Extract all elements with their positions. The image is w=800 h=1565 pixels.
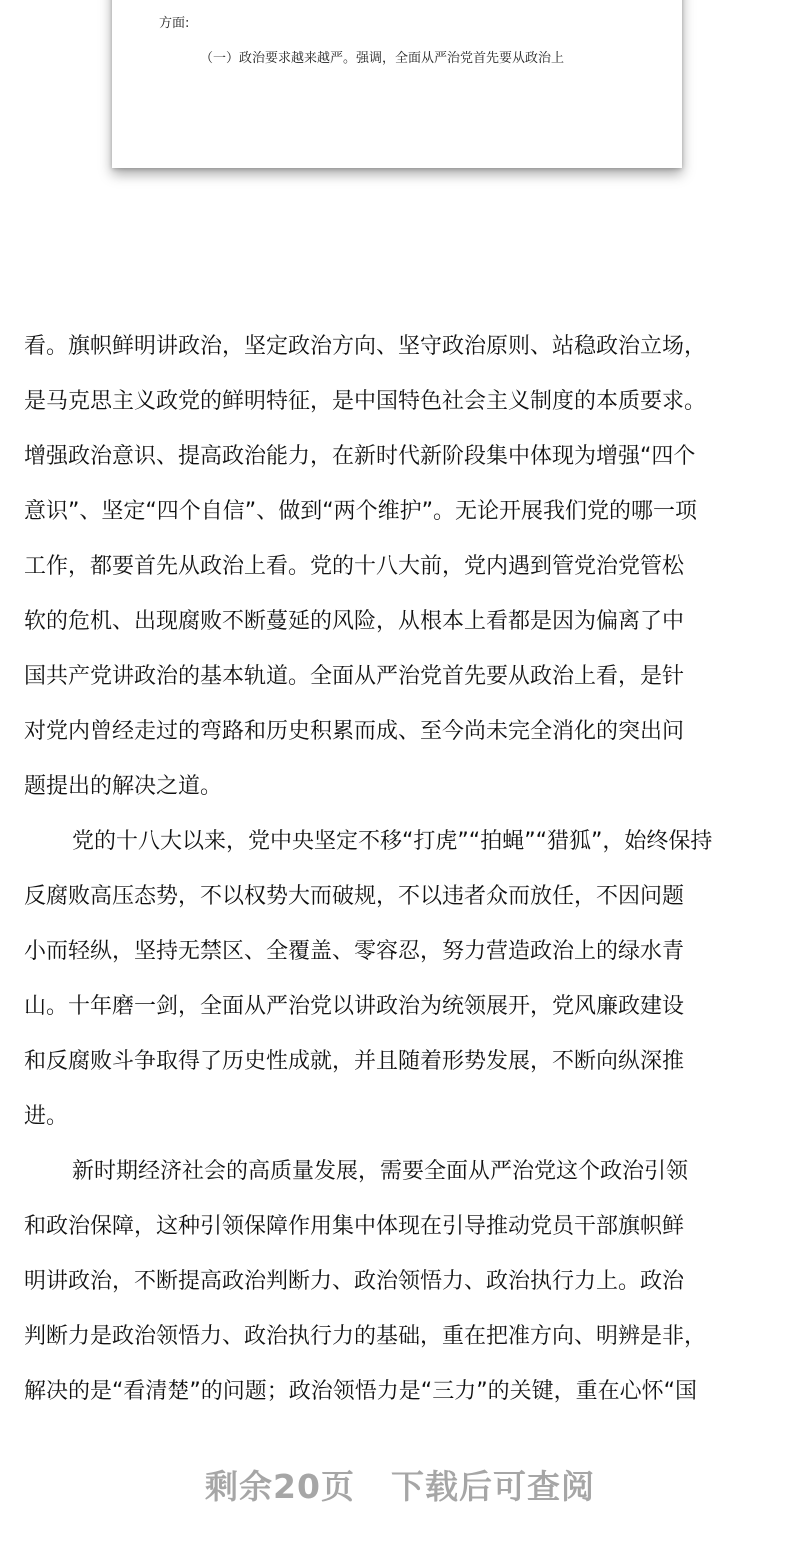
paragraph-line: 明讲政治，不断提高政治判断力、政治领悟力、政治执行力上。政治 xyxy=(24,1269,685,1294)
paragraph-line: 软的危机、出现腐败不断蔓延的风险，从根本上看都是因为偏离了中 xyxy=(24,609,685,634)
preview-text-line: （一）政治要求越来越严。强调，全面从严治党首先要从政治上 xyxy=(200,51,565,66)
paragraph-line: 是马克思主义政党的鲜明特征，是中国特色社会主义制度的本质要求。 xyxy=(24,389,707,414)
paragraph-line: 国共产党讲政治的基本轨道。全面从严治党首先要从政治上看，是针 xyxy=(24,664,685,689)
paragraph-line: 增强政治意识、提高政治能力，在新时代新阶段集中体现为增强“四个 xyxy=(24,444,696,469)
paragraph-line: 山。十年磨一剑，全面从严治党以讲政治为统领展开，党风廉政建设 xyxy=(24,994,685,1019)
paragraph-line: 对党内曾经走过的弯路和历史积累而成、至今尚未完全消化的突出问 xyxy=(24,719,685,744)
paragraph-line: 新时期经济社会的高质量发展，需要全面从严治党这个政治引领 xyxy=(72,1159,689,1184)
paragraph-line: 意识”、坚定“四个自信”、做到“两个维护”。无论开展我们党的哪一项 xyxy=(24,499,697,524)
document-body xyxy=(24,319,784,1419)
paragraph-line: 反腐败高压态势，不以权势大而破规，不以违者众而放任，不因问题 xyxy=(24,884,685,909)
remaining-pages-download-prompt[interactable] xyxy=(0,1462,800,1512)
preview-text-line: 方面: xyxy=(159,16,190,31)
paragraph-line: 解决的是“看清楚”的问题；政治领悟力是“三力”的关键，重在心怀“国 xyxy=(24,1379,697,1404)
paragraph-line: 题提出的解决之道。 xyxy=(24,774,223,799)
paragraph-line: 工作，都要首先从政治上看。党的十八大前，党内遇到管党治党管松 xyxy=(24,554,685,579)
paragraph-line: 和政治保障，这种引领保障作用集中体现在引导推动党员干部旗帜鲜 xyxy=(24,1214,685,1239)
download-to-view-label: 下载后可查阅 xyxy=(390,1467,595,1506)
paragraph-line: 判断力是政治领悟力、政治执行力的基础，重在把准方向、明辨是非， xyxy=(24,1324,707,1349)
paragraph-line: 和反腐败斗争取得了历史性成就，并且随着形势发展，不断向纵深推 xyxy=(24,1049,685,1074)
paragraph-line: 党的十八大以来，党中央坚定不移“打虎”“拍蝇”“猎狐”，始终保持 xyxy=(72,829,713,854)
document-preview-card xyxy=(112,0,682,168)
paragraph-line: 小而轻纵，坚持无禁区、全覆盖、零容忍，努力营造政治上的绿水青 xyxy=(24,939,685,964)
paragraph-line: 进。 xyxy=(24,1104,69,1129)
remaining-pages-label: 剩余20页 xyxy=(205,1467,355,1506)
paragraph-line: 看。旗帜鲜明讲政治，坚定政治方向、坚守政治原则、站稳政治立场， xyxy=(24,334,707,359)
